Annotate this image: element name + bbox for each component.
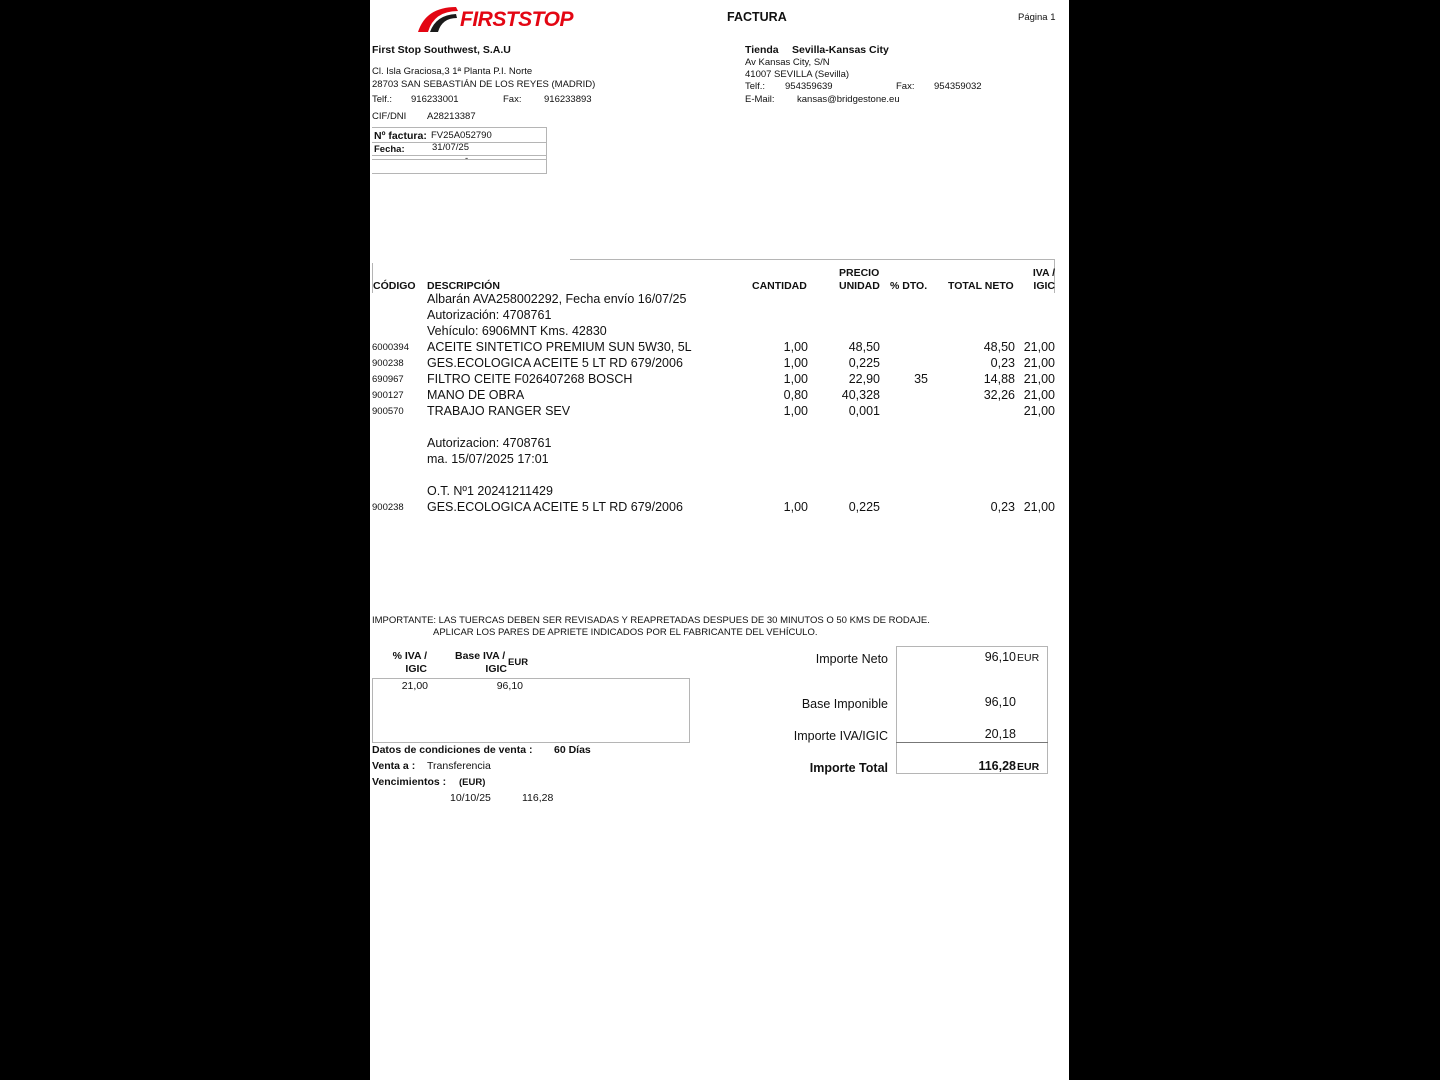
row-quantity: 1,00 — [783, 372, 808, 386]
row-unit-price: 0,225 — [848, 356, 880, 370]
row-description: GES.ECOLOGICA ACEITE 5 LT RD 679/2006 — [427, 500, 683, 514]
col-discount-header: % DTO. — [890, 280, 928, 292]
row-quantity: 1,00 — [783, 356, 808, 370]
row-quantity: 0,80 — [783, 388, 808, 402]
due-label: Vencimientos : — [372, 776, 447, 788]
iva-amount-label: Importe IVA/IGIC — [793, 729, 888, 743]
tax-pct-header-line1: % IVA / — [392, 650, 427, 662]
row-code: 900238 — [372, 502, 404, 513]
company-address-line1: Cl. Isla Graciosa,3 1ª Planta P.I. Norte — [372, 66, 533, 77]
row-unit-price: 0,225 — [848, 500, 880, 514]
store-fax: 954359032 — [934, 81, 982, 92]
row-iva: 21,00 — [1023, 372, 1055, 386]
notice-line1: IMPORTANTE: LAS TUERCAS DEBEN SER REVISADAS Y REAPRETADAS DESPUES DE 30 MINUTOS O 50 KMS DE RODAJE. — [372, 615, 930, 626]
due-date: 10/10/25 — [450, 792, 491, 804]
row-code: 900127 — [372, 390, 404, 401]
iva-amount: 20,18 — [984, 727, 1016, 741]
row-net-total: 32,26 — [983, 388, 1015, 402]
row-net-total: 14,88 — [983, 372, 1015, 386]
store-label: Tienda — [745, 44, 779, 56]
row-net-total: 48,50 — [983, 340, 1015, 354]
row-iva: 21,00 — [1023, 404, 1055, 418]
tax-base-header-line1: Base IVA / — [455, 650, 506, 662]
row-unit-price: 48,50 — [848, 340, 880, 354]
row-code: 6000394 — [372, 342, 409, 353]
tax-currency-header: EUR — [508, 657, 529, 668]
row-description: Albarán AVA258002292, Fecha envío 16/07/25 — [427, 292, 687, 306]
sale-to-label: Venta a : — [372, 760, 416, 772]
row-quantity: 1,00 — [783, 404, 808, 418]
row-code: 690967 — [372, 374, 404, 385]
row-net-total: 0,23 — [990, 500, 1015, 514]
net-amount: 96,10 — [984, 650, 1016, 664]
due-currency: (EUR) — [459, 777, 486, 788]
store-address-line1: Av Kansas City, S/N — [745, 57, 830, 68]
row-net-total: 0,23 — [990, 356, 1015, 370]
col-quantity-header: CANTIDAD — [752, 280, 807, 292]
invoice-date-label: Fecha: — [374, 144, 405, 155]
row-quantity: 1,00 — [783, 500, 808, 514]
store-email: kansas@bridgestone.eu — [797, 94, 900, 105]
row-description: TRABAJO RANGER SEV — [427, 404, 571, 418]
total-amount-label: Importe Total — [809, 761, 888, 775]
company-address-line2: 28703 SAN SEBASTIÁN DE LOS REYES (MADRID) — [372, 79, 596, 90]
row-iva: 21,00 — [1023, 500, 1055, 514]
notice-line2: APLICAR LOS PARES DE APRIETE INDICADOS POR EL FABRICANTE DEL VEHÍCULO. — [433, 627, 818, 638]
company-tel: 916233001 — [411, 94, 459, 105]
row-description: MANO DE OBRA — [427, 388, 525, 402]
tax-base-value: 96,10 — [496, 680, 523, 692]
tax-pct-value: 21,00 — [401, 680, 428, 692]
row-iva: 21,00 — [1023, 340, 1055, 354]
col-iva-header-line1: IVA / — [1032, 267, 1055, 279]
company-fax: 916233893 — [544, 94, 592, 105]
col-iva-header-line2: IGIC — [1033, 280, 1055, 292]
sale-to-value: Transferencia — [427, 760, 491, 772]
col-net-header: TOTAL NETO — [948, 280, 1014, 292]
company-cif: A28213387 — [427, 111, 476, 122]
net-amount-label: Importe Neto — [815, 652, 888, 666]
col-price-header-line1: PRECIO — [839, 267, 880, 279]
company-fax-label: Fax: — [503, 94, 522, 105]
row-description: Autorizacion: 4708761 — [427, 436, 552, 450]
row-description: ma. 15/07/2025 17:01 — [427, 452, 549, 466]
company-tel-label: Telf.: — [372, 94, 393, 105]
invoice-number: FV25A052790 — [431, 130, 492, 141]
row-description: ACEITE SINTETICO PREMIUM SUN 5W30, 5L — [427, 340, 692, 354]
row-code: 900238 — [372, 358, 404, 369]
row-description: Autorización: 4708761 — [427, 308, 552, 322]
due-amount: 116,28 — [522, 792, 554, 804]
total-amount: 116,28 — [978, 759, 1016, 773]
tax-pct-header-line2: IGIC — [405, 663, 427, 675]
document-title: FACTURA — [727, 10, 787, 24]
taxable-base-amount: 96,10 — [984, 695, 1016, 709]
tax-base-header-line2: IGIC — [485, 663, 507, 675]
company-name: First Stop Southwest, S.A.U — [372, 44, 511, 56]
company-logo — [416, 4, 576, 34]
invoice-extra: - — [465, 153, 469, 164]
row-code: 900570 — [372, 406, 404, 417]
row-unit-price: 0,001 — [848, 404, 880, 418]
store-tel-label: Telf.: — [745, 81, 766, 92]
col-price-header-line2: UNIDAD — [839, 280, 880, 292]
table-top-rule — [570, 259, 1055, 260]
store-email-label: E-Mail: — [745, 94, 775, 105]
row-iva: 21,00 — [1023, 356, 1055, 370]
logo-swoosh-icon — [416, 5, 460, 33]
store-tel: 954359639 — [785, 81, 833, 92]
row-unit-price: 40,328 — [841, 388, 880, 402]
row-description: FILTRO CEITE F026407268 BOSCH — [427, 372, 633, 386]
total-amount-currency: EUR — [1017, 761, 1040, 773]
conditions-label: Datos de condiciones de venta : — [372, 744, 533, 756]
company-cif-label: CIF/DNI — [372, 111, 407, 122]
invoice-page — [370, 0, 1069, 1080]
conditions-value: 60 Días — [554, 744, 591, 756]
store-name: Sevilla-Kansas City — [792, 44, 889, 56]
col-description-header: DESCRIPCIÓN — [427, 280, 500, 292]
store-address-line2: 41007 SEVILLA (Sevilla) — [745, 69, 850, 80]
row-description: O.T. Nº1 20241211429 — [427, 484, 553, 498]
row-iva: 21,00 — [1023, 388, 1055, 402]
taxable-base-label: Base Imponible — [801, 697, 888, 711]
invoice-number-label: Nº factura: — [374, 130, 427, 142]
invoice-date: 31/07/25 — [432, 142, 469, 153]
logo-text: FIRSTSTOP — [460, 8, 573, 31]
net-amount-currency: EUR — [1017, 652, 1040, 664]
row-unit-price: 22,90 — [848, 372, 880, 386]
row-discount: 35 — [914, 372, 928, 386]
store-fax-label: Fax: — [896, 81, 915, 92]
row-quantity: 1,00 — [783, 340, 808, 354]
row-description: Vehículo: 6906MNT Kms. 42830 — [427, 324, 607, 338]
col-code-header: CÓDIGO — [373, 280, 416, 292]
page-number: Página 1 — [1018, 12, 1056, 23]
row-description: GES.ECOLOGICA ACEITE 5 LT RD 679/2006 — [427, 356, 683, 370]
